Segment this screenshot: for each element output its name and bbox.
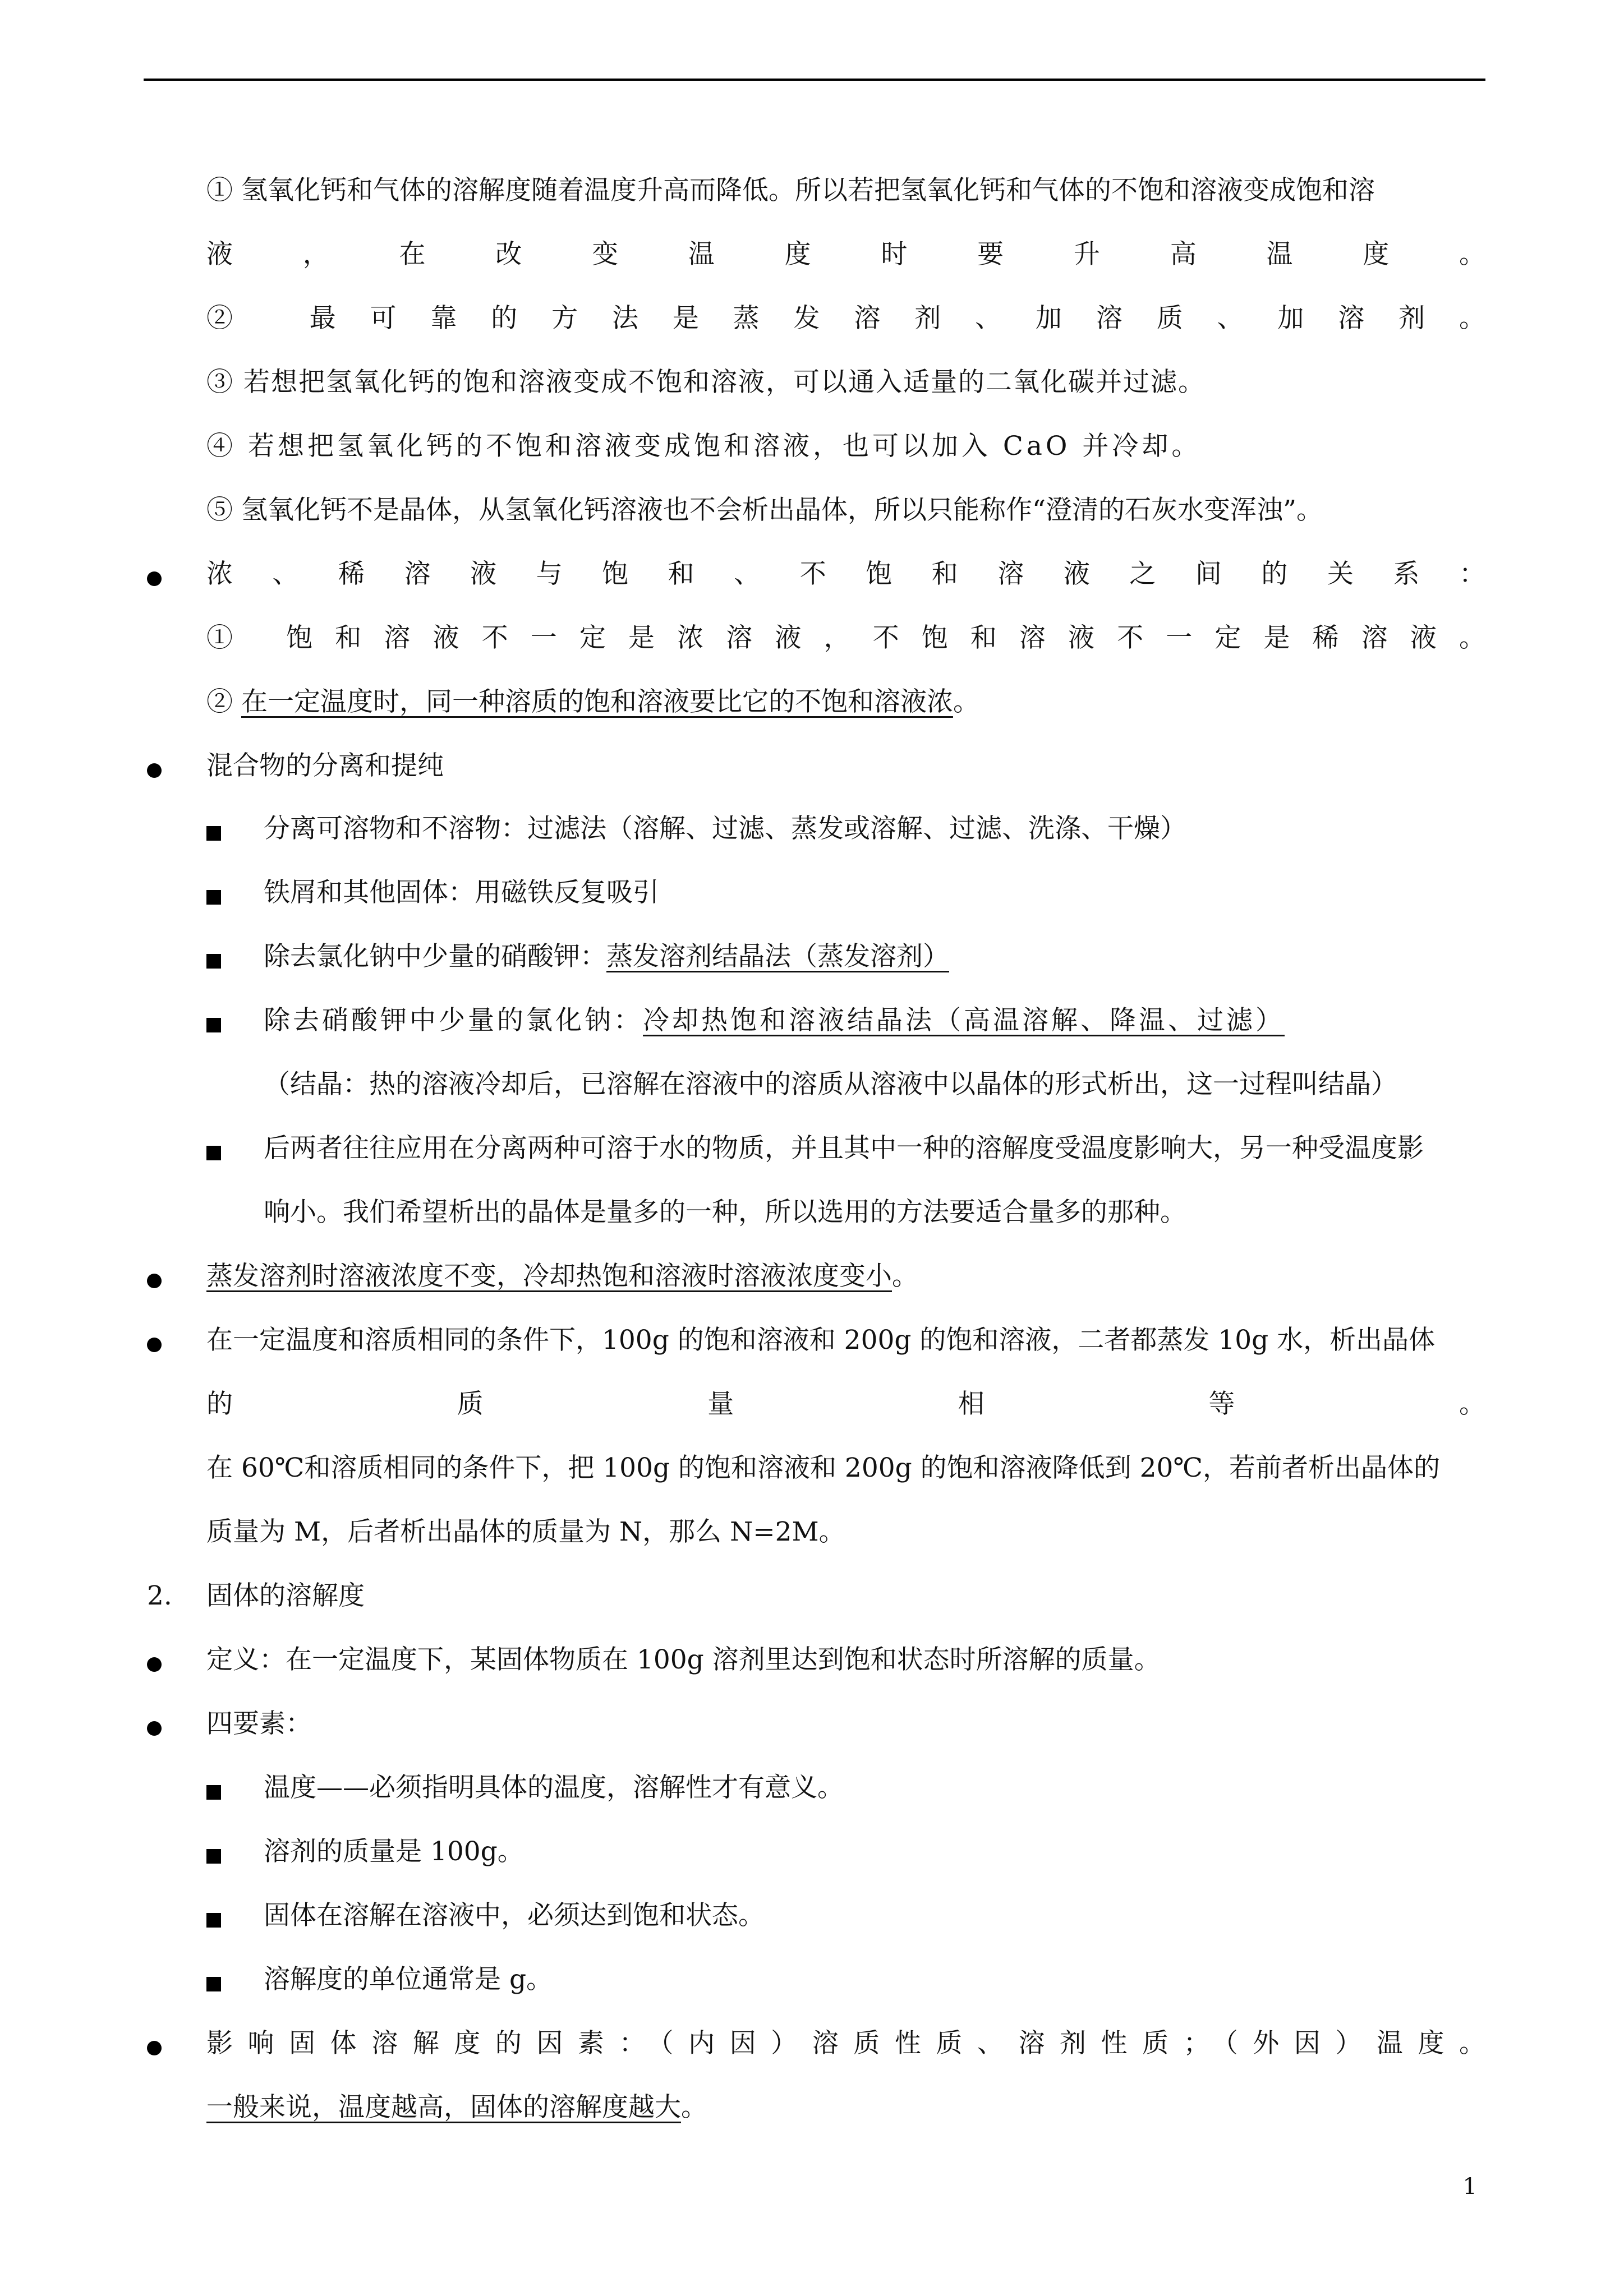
bullet (147, 1338, 162, 1352)
square-bullet (206, 826, 221, 841)
section-number: 2. (147, 1580, 172, 1611)
bullet (147, 1274, 162, 1288)
bullet (147, 2041, 162, 2055)
text-line (264, 938, 1485, 975)
square-bullet (206, 1849, 221, 1864)
text-line: ② 最可靠的方法是蒸发溶剂、加溶质、加溶剂。 (206, 303, 1485, 334)
text-line: 质量为 M，后者析出晶体的质量为 N，那么 N=2M。 (206, 1516, 845, 1547)
text-line: 固体在溶解在溶液中，必须达到饱和状态。 (264, 1900, 765, 1931)
square-bullet (206, 1977, 221, 1991)
text-line (206, 2089, 1485, 2126)
text-line: 液，在改变温度时要升高温度。 (206, 239, 1485, 270)
text-line: 分离可溶物和不溶物：过滤法（溶解、过滤、蒸发或溶解、过滤、洗涤、干燥） (264, 813, 1186, 844)
text-prefix: 除去氯化钠中少量的硝酸钾： (264, 941, 606, 972)
text-line: 在一定温度和溶质相同的条件下，100g 的饱和溶液和 200g 的饱和溶液，二者都蒸发 10g 水，析出晶体 (206, 1325, 1436, 1356)
bullet (147, 1721, 162, 1736)
text-line: 响小。我们希望析出的晶体是量多的一种，所以选用的方法要适合量多的那种。 (264, 1197, 1186, 1228)
square-bullet (206, 1146, 221, 1160)
text-line: ③ 若想把氢氧化钙的饱和溶液变成不饱和溶液，可以通入适量的二氧化碳并过滤。 (206, 367, 1206, 398)
section-heading: 固体的溶解度 (206, 1580, 365, 1611)
text-line: 在 60℃和溶质相同的条件下，把 100g 的饱和溶液和 200g 的饱和溶液降低到 20℃，若前者析出晶体的 (206, 1453, 1440, 1483)
header-rule (144, 79, 1485, 81)
text-prefix: 除去硝酸钾中少量的氯化钠： (264, 1005, 643, 1036)
text-line: 温度——必须指明具体的温度，溶解性才有意义。 (264, 1772, 844, 1803)
text-prefix: ② (206, 686, 241, 717)
underlined-text: 蒸发溶剂结晶法（蒸发溶剂） (606, 941, 949, 972)
text-line: 浓、稀溶液与饱和、不饱和溶液之间的关系： (206, 559, 1485, 589)
text-line: 溶解度的单位通常是 g。 (264, 1964, 553, 1995)
text-line: （结晶：热的溶液冷却后，已溶解在溶液中的溶质从溶液中以晶体的形式析出，这一过程叫结晶） (264, 1069, 1397, 1100)
text-suffix: 。 (953, 686, 979, 717)
underlined-text: 一般来说，温度越高，固体的溶解度越大 (206, 2092, 681, 2123)
text-line: 定义：在一定温度下，某固体物质在 100g 溶剂里达到饱和状态时所溶解的质量。 (206, 1644, 1161, 1675)
square-bullet (206, 954, 221, 969)
text-suffix: 。 (681, 2092, 707, 2123)
text-line: 影响固体溶解度的因素：（内因）溶质性质、溶剂性质；（外因）温度。 (206, 2028, 1485, 2059)
section-heading: 混合物的分离和提纯 (206, 750, 444, 781)
bullet (147, 763, 162, 778)
text-line (206, 684, 1485, 721)
text-line: ④ 若想把氢氧化钙的不饱和溶液变成饱和溶液，也可以加入 CaO 并冷却。 (206, 431, 1202, 462)
text-line: 的质量相等。 (206, 1389, 1485, 1419)
page-number: 1 (1462, 2174, 1477, 2200)
underlined-text: 冷却热饱和溶液结晶法（高温溶解、降温、过滤） (643, 1005, 1285, 1036)
text-line: 铁屑和其他固体：用磁铁反复吸引 (264, 877, 659, 908)
text-suffix: 。 (892, 1261, 918, 1292)
underlined-text: 蒸发溶剂时溶液浓度不变，冷却热饱和溶液时溶液浓度变小 (206, 1261, 892, 1292)
text-line: 后两者往往应用在分离两种可溶于水的物质，并且其中一种的溶解度受温度影响大，另一种受温度影 (264, 1133, 1424, 1164)
text-line: ① 氢氧化钙和气体的溶解度随着温度升高而降低。所以若把氢氧化钙和气体的不饱和溶液变成饱和溶 (206, 175, 1375, 206)
square-bullet (206, 1018, 221, 1032)
underlined-text: 在一定温度时，同一种溶质的饱和溶液要比它的不饱和溶液浓 (241, 686, 953, 717)
bullet (147, 571, 162, 586)
text-line: 四要素： (206, 1708, 312, 1739)
square-bullet (206, 890, 221, 905)
text-line (206, 1258, 1485, 1295)
text-line: 溶剂的质量是 100g。 (264, 1836, 524, 1867)
bullet (147, 1657, 162, 1672)
square-bullet (206, 1785, 221, 1800)
text-line: ① 饱和溶液不一定是浓溶液，不饱和溶液不一定是稀溶液。 (206, 623, 1485, 653)
text-line (264, 1002, 1485, 1039)
square-bullet (206, 1913, 221, 1928)
text-line: ⑤ 氢氧化钙不是晶体，从氢氧化钙溶液也不会析出晶体，所以只能称作“澄清的石灰水变浑浊”。 (206, 495, 1323, 525)
